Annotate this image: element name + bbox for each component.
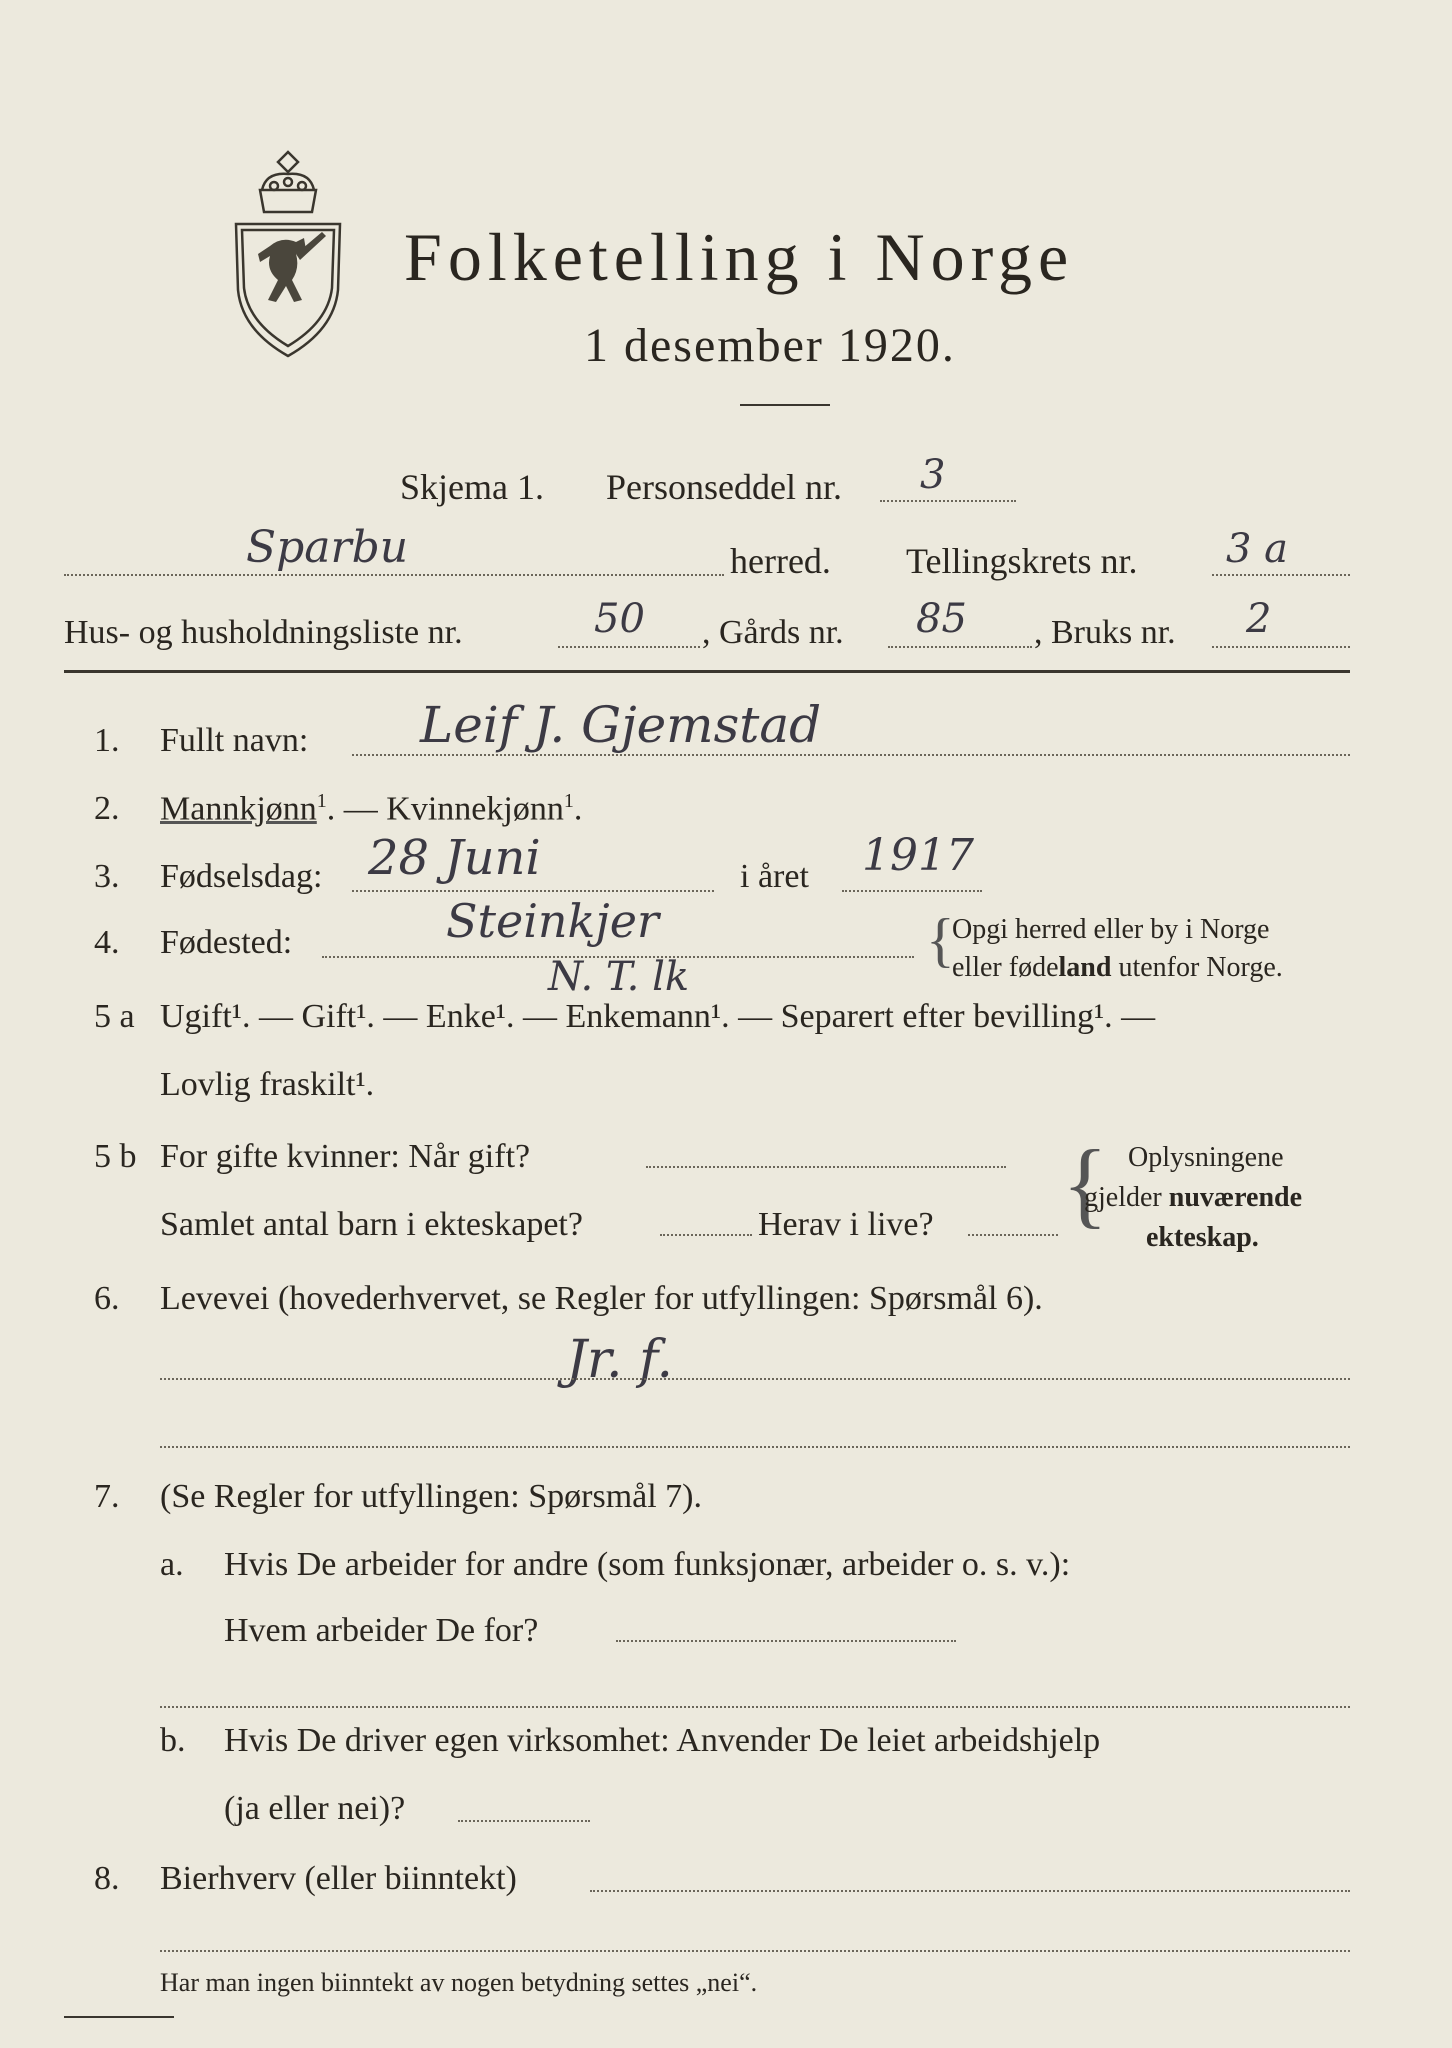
form-title: Folketelling i Norge — [404, 219, 1075, 295]
q4-label: Fødested: — [160, 924, 293, 961]
tellingskrets-line — [1212, 574, 1350, 576]
q7b-text: Hvis De driver egen virksomhet: Anvender De leiet arbeidshjelp — [224, 1722, 1101, 1759]
bruks-line — [1212, 646, 1350, 648]
census-date: 1 desember 1920. — [584, 319, 956, 372]
coat-of-arms-icon — [226, 150, 350, 360]
q4-note-2: eller fødeland utenfor Norge. — [952, 952, 1283, 983]
tellingskrets-label: Tellingskrets nr. — [906, 541, 1138, 581]
q3-number: 3. — [94, 858, 120, 895]
gender-row: Mannkjønn$^1$. — Kvinnekjønn$^1$. — [160, 790, 583, 828]
skjema-label: Skjema 1. — [400, 467, 544, 507]
tellingskrets-value[interactable]: 3 a — [1226, 526, 1289, 572]
birthday-value[interactable]: 28 Juni — [368, 830, 541, 886]
personseddel-line — [880, 500, 1016, 502]
gender-male-option[interactable]: Mannkjønn — [160, 790, 317, 828]
birth-year-value[interactable]: 1917 — [862, 830, 974, 881]
q7-label: (Se Regler for utfyllingen: Spørsmål 7). — [160, 1478, 703, 1515]
q1-number: 1. — [94, 722, 120, 759]
footer-rule — [64, 2016, 174, 2018]
hus-line — [558, 646, 700, 648]
herred-label: herred. — [730, 541, 831, 581]
q5b-children-label: Samlet antal barn i ekteskapet? — [160, 1206, 583, 1243]
q5b-note-3: ekteskap. — [1146, 1222, 1259, 1253]
q3-label: Fødselsdag: — [160, 858, 323, 895]
herred-line — [64, 574, 724, 576]
gards-line — [888, 646, 1032, 648]
q3-year-label: i året — [740, 858, 809, 895]
marital-status-options[interactable]: Ugift¹. — Gift¹. — Enke¹. — Enkemann¹. — Separert efter bevilling¹. — — [160, 998, 1156, 1035]
q6-line-2 — [160, 1446, 1350, 1448]
q8-line — [590, 1890, 1350, 1892]
gards-label: , Gårds nr. — [702, 614, 844, 651]
gards-value[interactable]: 85 — [916, 596, 967, 642]
q7a-text: Hvis De arbeider for andre (som funksjonær, arbeider o. s. v.): — [224, 1546, 1071, 1583]
q4-note-1: Opgi herred eller by i Norge — [952, 914, 1270, 945]
q7b-label: (ja eller nei)? — [224, 1790, 406, 1827]
q5b-alive-line — [968, 1234, 1058, 1236]
bruks-label: , Bruks nr. — [1034, 614, 1176, 651]
footer-note: Har man ingen biinntekt av nogen betydning settes „nei“. — [160, 1968, 758, 1997]
q5b-number: 5 b — [94, 1138, 137, 1175]
q1-label: Fullt navn: — [160, 722, 309, 759]
q3-year-line — [842, 890, 982, 892]
hus-value[interactable]: 50 — [594, 596, 645, 642]
q5b-brace-icon: { — [1062, 1130, 1109, 1237]
q5b-note-2: gjelder nuværende — [1084, 1182, 1303, 1213]
q5b-married-line — [646, 1166, 1006, 1168]
q1-line — [352, 754, 1350, 756]
q8-line-2 — [160, 1950, 1350, 1952]
herred-value[interactable]: Sparbu — [246, 522, 409, 573]
title-divider — [740, 404, 830, 406]
q4-number: 4. — [94, 924, 120, 961]
birthplace-value[interactable]: Steinkjer — [446, 894, 659, 948]
q7b-letter: b. — [160, 1722, 186, 1759]
marital-status-options-2[interactable]: Lovlig fraskilt¹. — [160, 1066, 375, 1103]
q7-number: 7. — [94, 1478, 120, 1515]
q6-label: Levevei (hovederhvervet, se Regler for utfyllingen: Spørsmål 6). — [160, 1280, 1043, 1317]
personseddel-value[interactable]: 3 — [920, 452, 946, 498]
q4-brace-icon: { — [926, 907, 955, 973]
q7a-employer-label: Hvem arbeider De for? — [224, 1612, 539, 1649]
occupation-value[interactable]: Jr. f. — [566, 1330, 673, 1390]
bruks-value[interactable]: 2 — [1246, 596, 1272, 642]
q7a-letter: a. — [160, 1546, 184, 1583]
personseddel-label: Personseddel nr. — [606, 467, 842, 507]
gender-female-option[interactable]: Kvinnekjønn — [386, 790, 564, 828]
q8-label: Bierhverv (eller biinntekt) — [160, 1860, 517, 1897]
q5b-label: For gifte kvinner: Når gift? — [160, 1138, 531, 1175]
hus-label: Hus- og husholdningsliste nr. — [64, 614, 463, 651]
q5b-alive-label: Herav i live? — [758, 1206, 934, 1243]
q5b-children-line — [660, 1234, 752, 1236]
q7b-line — [458, 1820, 590, 1822]
q6-number: 6. — [94, 1280, 120, 1317]
q2-number: 2. — [94, 790, 120, 827]
birthplace-value-2[interactable]: N. T. lk — [548, 954, 690, 1000]
q7a-line-2 — [160, 1706, 1350, 1708]
header-divider — [64, 670, 1350, 673]
q8-number: 8. — [94, 1860, 120, 1897]
q5b-note-1: Oplysningene — [1128, 1142, 1284, 1173]
q3-line — [352, 890, 714, 892]
q7a-employer-line — [616, 1640, 956, 1642]
full-name-value[interactable]: Leif J. Gjemstad — [420, 696, 822, 754]
q5a-number: 5 a — [94, 998, 135, 1035]
q6-line-1 — [160, 1378, 1350, 1380]
